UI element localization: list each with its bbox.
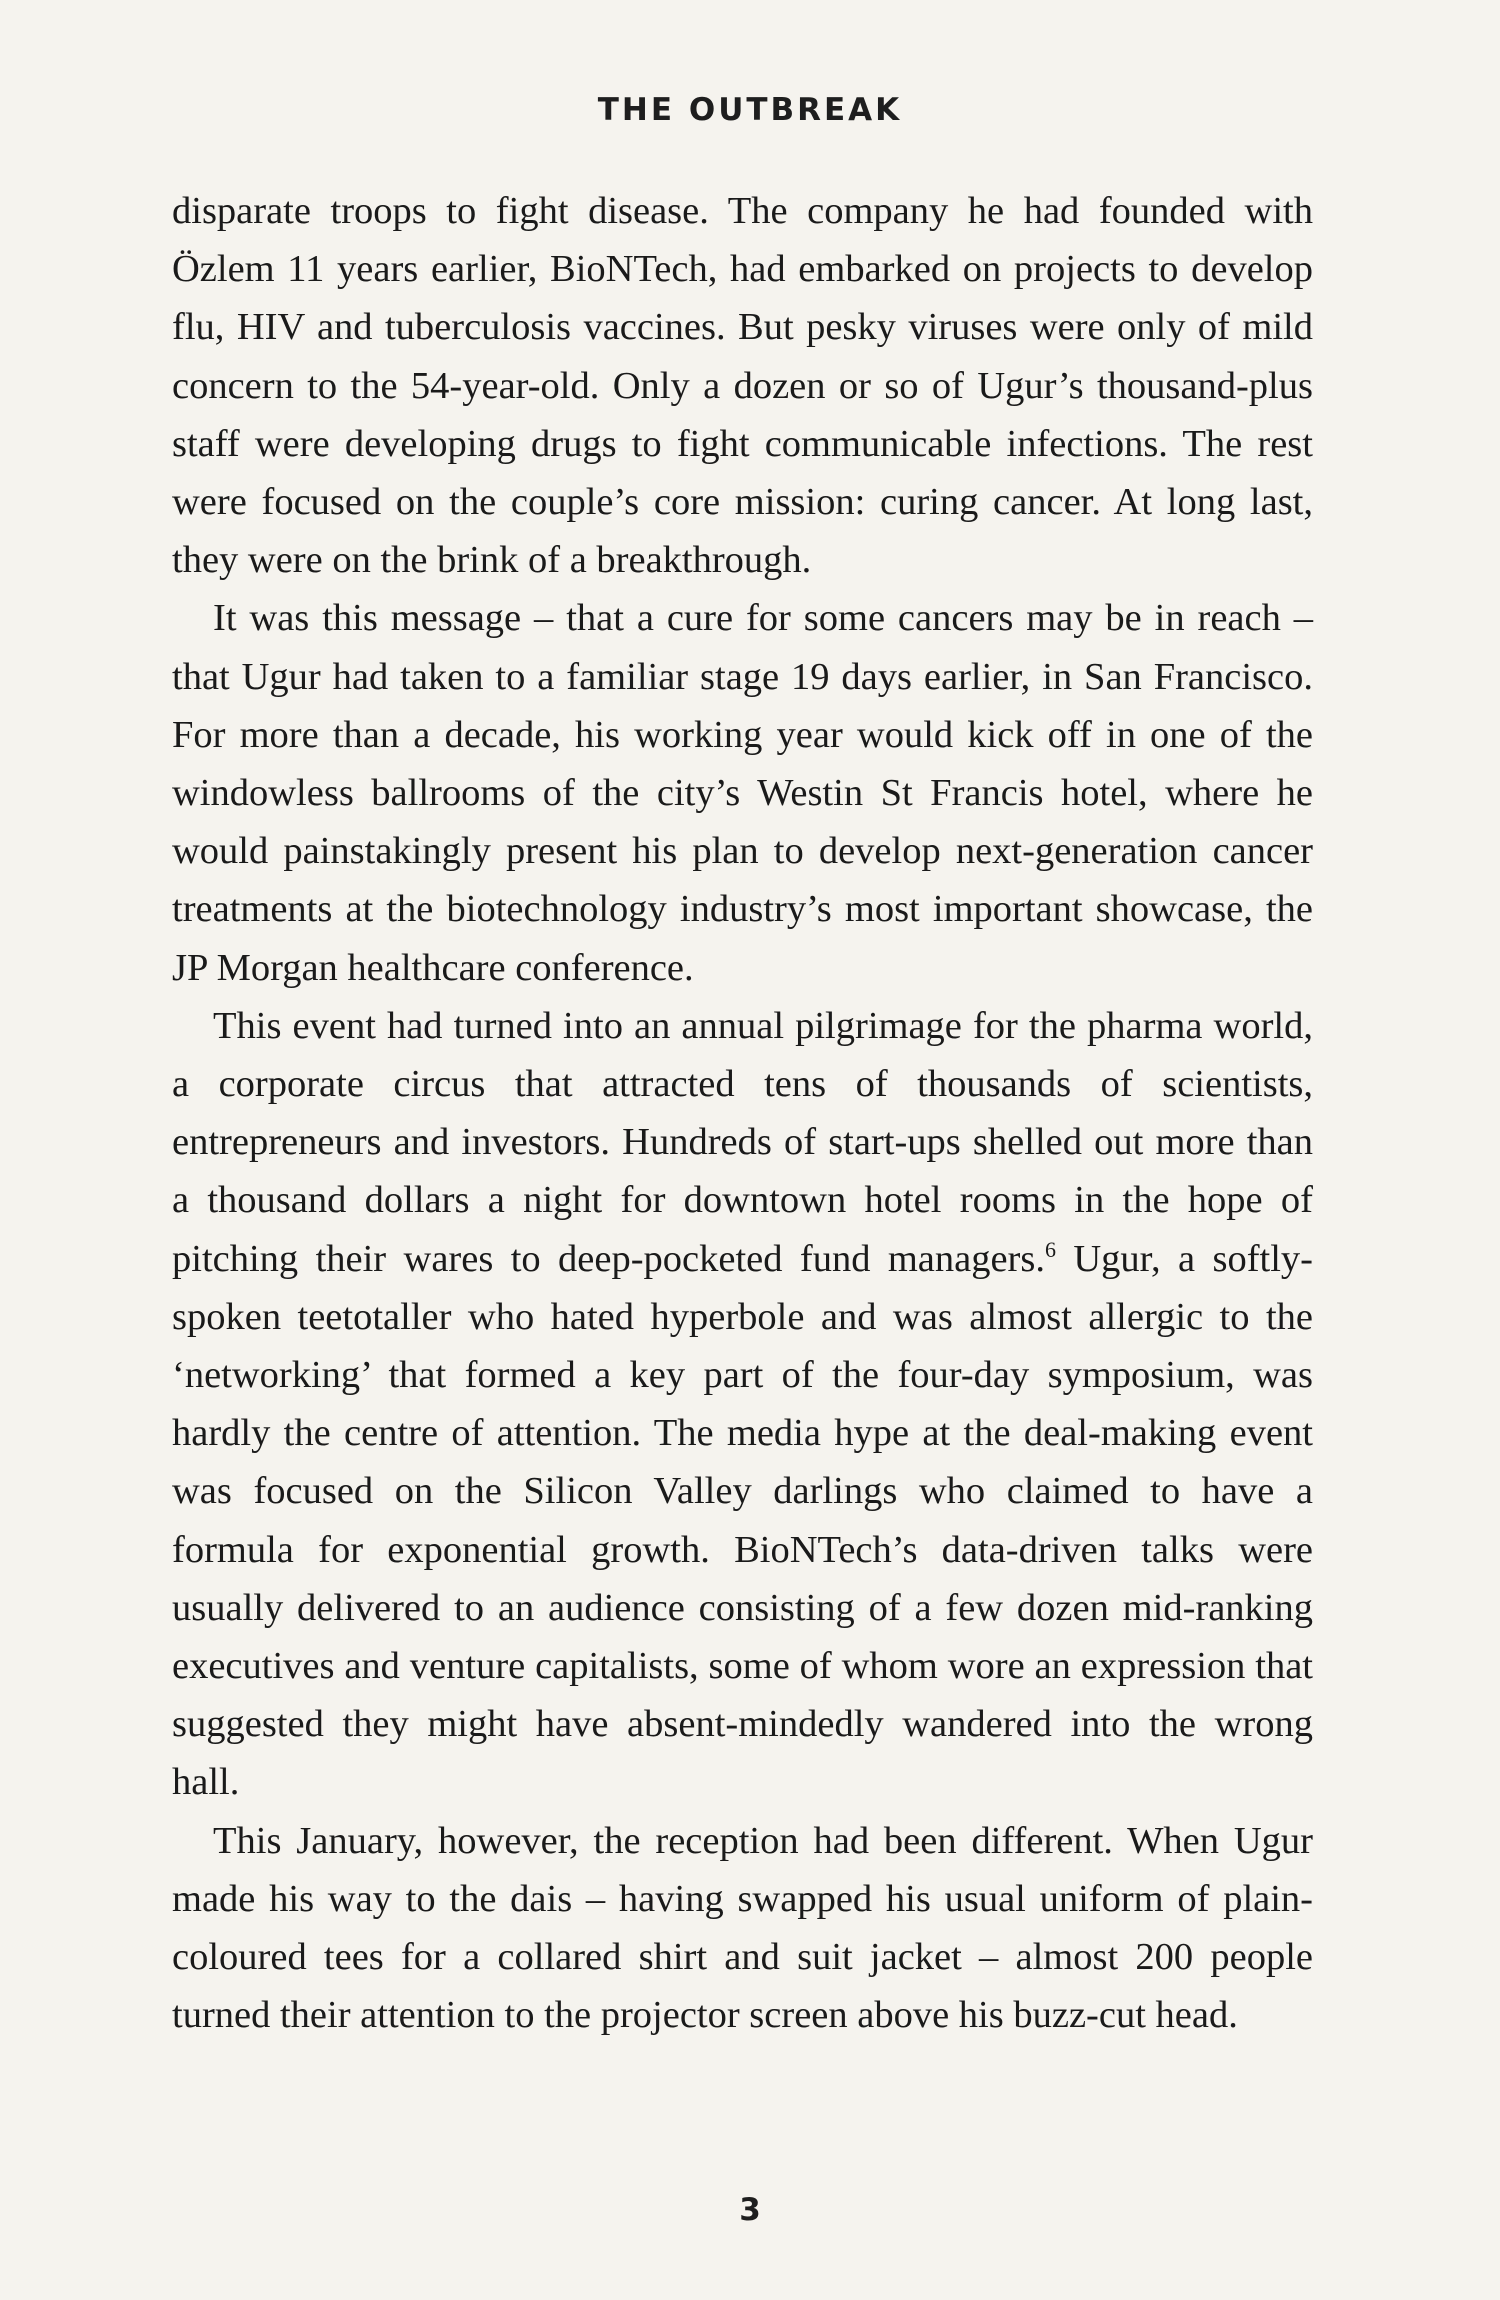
- running-head: THE OUTBREAK: [597, 92, 903, 128]
- paragraph: [172, 997, 1313, 1812]
- footnote-marker[interactable]: 6: [1044, 1236, 1056, 1262]
- paragraph-text: Ugur, a softly-spoken teetotaller who hated hyperbole and was almost allergic to the ‘networking’ that formed a key part of the four-day symposium, was hardly the centre of attention. The media hype at the deal-making event was focused on the Silicon Valley darlings who claimed to have a formula for exponential growth. BioNTech’s data-driven talks were usually delivered to an audience consisting of a few dozen mid-ranking executives and venture capitalists, some of whom wore an expression that suggested they might have absent-mindedly wandered into the wrong hall.: [172, 1237, 1313, 1804]
- paragraph: This January, however, the reception had been different. When Ugur made his way to the dais – having swapped his usual uniform of plain-coloured tees for a collared shirt and suit jacket – almost 200 people turned their attention to the projector screen above his buzz-cut head.: [172, 1819, 1313, 2037]
- paragraph-text: This event had turned into an annual pilgrimage for the pharma world, a corporate circus that attracted tens of thousands of scientists, entrepreneurs and investors. Hundreds of start-ups shelled out more than a thousand dollars a night for downtown hotel rooms in the hope of pitching their wares to deep-pocketed fund managers.: [172, 1004, 1313, 1280]
- body-text: [172, 182, 1313, 2045]
- paragraph: disparate troops to fight disease. The company he had founded with Özlem 11 years earlier, BioNTech, had embarked on projects to develop flu, HIV and tuberculosis vaccines. But pesky viruses were only of mild concern to the 54-year-old. Only a dozen or so of Ugur’s thousand-plus staff were developing drugs to fight communicable infections. The rest were focused on the couple’s core mission: curing cancer. At long last, they were on the brink of a breakthrough.: [172, 190, 1313, 582]
- paragraph: It was this message – that a cure for some cancers may be in reach – that Ugur had taken to a familiar stage 19 days earlier, in San Francisco. For more than a decade, his working year would kick off in one of the windowless ballrooms of the city’s Westin St Francis hotel, where he would painstakingly present his plan to develop next-generation cancer treatments at the biotechnology industry’s most important showcase, the JP Morgan healthcare conference.: [172, 597, 1313, 989]
- page-number: 3: [739, 2192, 761, 2228]
